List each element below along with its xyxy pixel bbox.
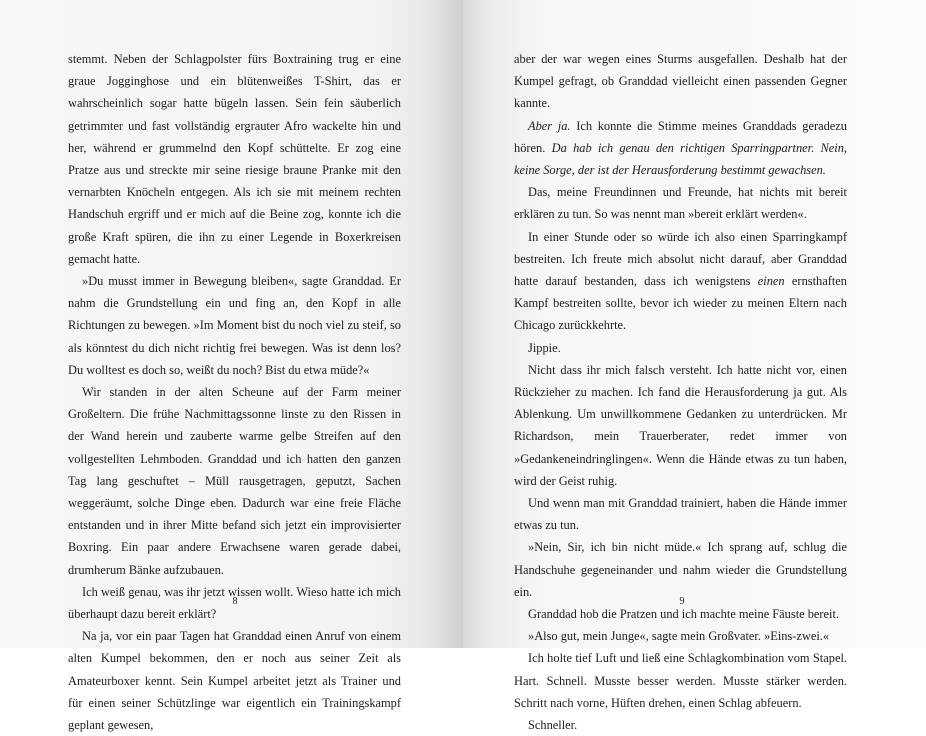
left-page (0, 0, 463, 733)
paragraph: Granddad hob die Pratzen und ich machte meine Fäuste bereit. (528, 607, 840, 622)
paragraph: Nicht dass ihr mich falsch versteht. Ich hatte nicht vor, einen Rückzieher zu machen. Ich fand die Herausforderung ja gut. Als Ablenkung. Um unwillkommene Gedanken zu unterdrücken. Mr Richardson, mein Trauerberater, redet immer von »Gedankeneindringlingen«. Wenn die Hände etwas zu tun haben, wird der Geist ruhig. (514, 362, 847, 488)
paragraph: »Also gut, mein Junge«, sagte mein Großvater. »Eins-zwei.« (528, 629, 830, 644)
paragraph: Das, meine Freundinnen und Freunde, hat nichts mit bereit erklären zu tun. So was nennt man »bereit erklärt werden«. (514, 185, 847, 222)
paragraph: Und wenn man mit Granddad trainiert, haben die Hände immer etwas zu tun. (514, 496, 847, 533)
italic-span: Aber ja. (528, 118, 571, 133)
paragraph: Ich holte tief Luft und ließ eine Schlagkombination vom Stapel. Hart. Schnell. Musste besser werden. Musste stärker werden. Schritt nach vorne, Hüften drehen, einen Schlag abfeuern. (514, 651, 847, 710)
paragraph: »Du musst immer in Bewegung bleiben«, sagte Granddad. Er nahm die Grundstellung ein und fing an, den Kopf in alle Richtungen zu bewegen. »Im Moment bist du noch viel zu steif, so als könntest du dich nicht richtig frei bewegen. Was ist denn los? Du wolltest es doch so, weißt du noch? Bist du etwa müde?« (68, 274, 401, 377)
page-number: 9 (679, 596, 685, 607)
right-page (463, 0, 926, 733)
italic-span: einen (757, 274, 785, 289)
paragraph: »Nein, Sir, ich bin nicht müde.« Ich sprang auf, schlug die Handschuhe gegeneinander und nahm wieder die Grundstellung ein. (514, 540, 847, 599)
paragraph-with-italic: In einer Stunde oder so würde ich also einen Sparringkampf bestreiten. Ich freute mich absolut nicht darauf, aber Granddad hatte darauf bestanden, dass ich wenigstens einen ernsthaften Kampf bestreiten sollte, bevor ich wieder zu meinen Eltern nach Chicago zurückkehrte. (514, 229, 847, 333)
paragraph-italic: Aber ja. Ich konnte die Stimme meines Granddads geradezu hören. Da hab ich genau den richtigen Sparringpartner. Nein, keine Sorge, der ist der Herausforderung bestimmt gewachsen. (514, 118, 848, 178)
page-number: 8 (232, 596, 238, 607)
paragraph: stemmt. Neben der Schlagpolster fürs Boxtraining trug er eine graue Jogginghose und ein blütenweißes T-Shirt, das er wahrscheinlich sogar hatte bügeln lassen. Sein fein säuberlich getrimmter und fast vollständig ergrauter Afro wackelte hin und her, während er grummelnd den Kopf schüttelte. Er zog eine Pratze aus und streckte mir seine riesige braune Pranke mit den vernarbten Knöcheln entgegen. Als ich sie mit meinem rechten Handschuh ergriff und er mich auf die Beine zog, konnte ich die große Kraft spüren, die ihn zu einer Legende in Boxerkreisen gemacht hatte. (68, 52, 401, 266)
paragraph: Na ja, vor ein paar Tagen hat Granddad einen Anruf von einem alten Kumpel bekommen, den er noch aus seiner Zeit als Amateurboxer kennt. Sein Kumpel arbeitet jetzt als Trainer und für einen seiner Schützlinge war eigentlich ein Trainingskampf geplant gewesen, (68, 629, 401, 733)
italic-span: Da hab ich genau den richtigen Sparringpartner. Nein, keine Sorge, der ist der Herausforderung bestimmt gewachsen. (514, 140, 847, 178)
paragraph: Jippie. (528, 340, 561, 355)
paragraph: Schneller. (528, 718, 578, 733)
left-page-text (68, 48, 401, 736)
paragraph: Wir standen in der alten Scheune auf der Farm meiner Großeltern. Die frühe Nachmittagssonne linste zu den Rissen in der Wand herein und zauberte warme gelbe Streifen auf den vollgestellten Lehmboden. Granddad und ich hatten den ganzen Tag lang geschuftet – Müll rausgetragen, geputzt, Sachen weggeräumt, solche Dinge eben. Dadurch war eine freie Fläche entstanden und in ihrer Mitte befand sich jetzt ein improvisierter Boxring. Ein paar andere Erwachsene waren gerade dabei, drumherum Bänke aufzubauen. (68, 385, 401, 577)
right-page-text (514, 48, 847, 736)
paragraph: aber der war wegen eines Sturms ausgefallen. Deshalb hat der Kumpel gefragt, ob Granddad vielleicht einen passenden Gegner kannte. (514, 52, 847, 111)
paragraph: Ich weiß genau, was ihr jetzt wissen wollt. Wieso hatte ich mich überhaupt dazu bereit erklärt? (68, 584, 401, 622)
